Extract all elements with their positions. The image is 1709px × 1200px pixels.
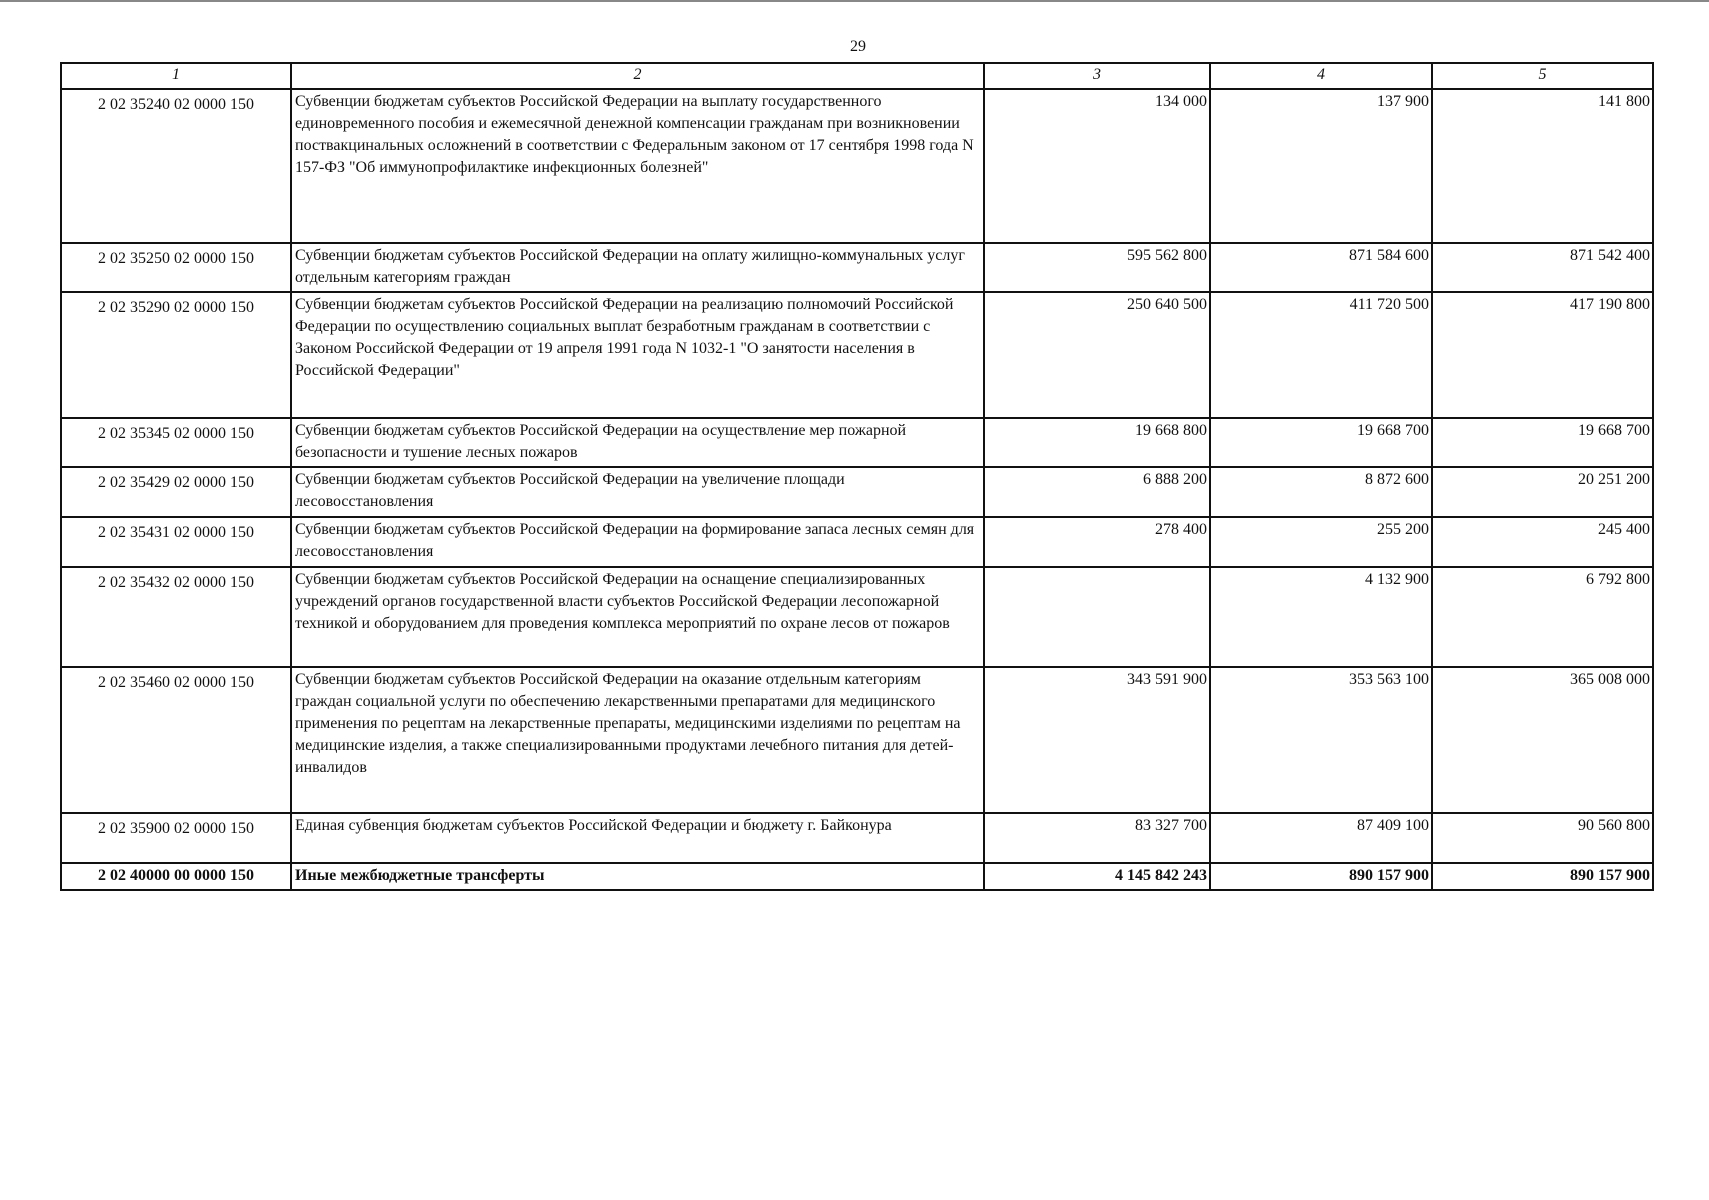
budget-code: 2 02 35460 02 0000 150: [61, 667, 291, 813]
table-row: [61, 243, 1653, 292]
amount-col-3: 134 000: [984, 89, 1210, 243]
budget-table: [60, 62, 1654, 891]
amount-col-3: [984, 567, 1210, 667]
header-col-1: 1: [61, 63, 291, 89]
budget-item-name: Субвенции бюджетам субъектов Российской Федерации на осуществление мер пожарной безопасности и тушение лесных пожаров: [291, 418, 984, 467]
header-col-4: 4: [1210, 63, 1432, 89]
amount-col-4: 137 900: [1210, 89, 1432, 243]
table-row: [61, 418, 1653, 467]
amount-col-5: 365 008 000: [1432, 667, 1653, 813]
amount-col-4: 87 409 100: [1210, 813, 1432, 863]
amount-col-3: 6 888 200: [984, 467, 1210, 517]
table-row: [61, 89, 1653, 243]
amount-col-5: 6 792 800: [1432, 567, 1653, 667]
amount-col-5: 20 251 200: [1432, 467, 1653, 517]
header-col-5: 5: [1432, 63, 1653, 89]
header-col-2: 2: [291, 63, 984, 89]
budget-code: 2 02 35240 02 0000 150: [61, 89, 291, 243]
amount-col-3: 250 640 500: [984, 292, 1210, 418]
amount-col-5: 245 400: [1432, 517, 1653, 567]
budget-item-name: Единая субвенция бюджетам субъектов Российской Федерации и бюджету г. Байконура: [291, 813, 984, 863]
amount-col-4: 411 720 500: [1210, 292, 1432, 418]
amount-col-5: 890 157 900: [1432, 863, 1653, 890]
amount-col-5: 871 542 400: [1432, 243, 1653, 292]
amount-col-4: 890 157 900: [1210, 863, 1432, 890]
budget-item-name: Субвенции бюджетам субъектов Российской Федерации на выплату государственного единовременного пособия и ежемесячной денежной компенсации гражданам при возникновении поствакцинальных осложнений в соответствии с Федеральным законом от 17 сентября 1998 года N 157-ФЗ "Об иммунопрофилактике инфекционных болезней": [291, 89, 984, 243]
budget-item-name: Субвенции бюджетам субъектов Российской Федерации на оплату жилищно-коммунальных услуг отдельным категориям граждан: [291, 243, 984, 292]
amount-col-3: 343 591 900: [984, 667, 1210, 813]
table-row: [61, 467, 1653, 517]
amount-col-3: 595 562 800: [984, 243, 1210, 292]
budget-item-name: Субвенции бюджетам субъектов Российской Федерации на оснащение специализированных учреждений органов государственной власти субъектов Российской Федерации лесопожарной техникой и оборудованием для проведения комплекса мероприятий по охране лесов от пожаров: [291, 567, 984, 667]
header-col-3: 3: [984, 63, 1210, 89]
header-row: [61, 63, 1653, 89]
amount-col-3: 83 327 700: [984, 813, 1210, 863]
table-row: [61, 667, 1653, 813]
table-row: [61, 517, 1653, 567]
amount-col-3: 278 400: [984, 517, 1210, 567]
amount-col-3: 19 668 800: [984, 418, 1210, 467]
budget-item-name: Субвенции бюджетам субъектов Российской Федерации на оказание отдельным категориям граждан социальной услуги по обеспечению лекарственными препаратами для медицинского применения по рецептам на лекарственные препараты, медицинскими изделиями по рецептам на медицинские изделия, а также специализированными продуктами лечебного питания для детей-инвалидов: [291, 667, 984, 813]
amount-col-5: 141 800: [1432, 89, 1653, 243]
amount-col-4: 4 132 900: [1210, 567, 1432, 667]
table-row-total: [61, 863, 1653, 890]
table-row: [61, 567, 1653, 667]
scan-top-edge: [0, 0, 1709, 2]
budget-code: 2 02 40000 00 0000 150: [61, 863, 291, 890]
amount-col-4: 8 872 600: [1210, 467, 1432, 517]
page-number: 29: [850, 38, 866, 55]
budget-item-name: Субвенции бюджетам субъектов Российской Федерации на формирование запаса лесных семян для лесовосстановления: [291, 517, 984, 567]
table-row: [61, 292, 1653, 418]
budget-code: 2 02 35431 02 0000 150: [61, 517, 291, 567]
amount-col-5: 90 560 800: [1432, 813, 1653, 863]
budget-code: 2 02 35250 02 0000 150: [61, 243, 291, 292]
budget-code: 2 02 35345 02 0000 150: [61, 418, 291, 467]
amount-col-4: 871 584 600: [1210, 243, 1432, 292]
budget-item-name: Субвенции бюджетам субъектов Российской Федерации на реализацию полномочий Российской Федерации по осуществлению социальных выплат безработным гражданам в соответствии с Законом Российской Федерации от 19 апреля 1991 года N 1032-1 "О занятости населения в Российской Федерации": [291, 292, 984, 418]
budget-code: 2 02 35290 02 0000 150: [61, 292, 291, 418]
budget-item-name: Субвенции бюджетам субъектов Российской Федерации на увеличение площади лесовосстановления: [291, 467, 984, 517]
table-row: [61, 813, 1653, 863]
amount-col-5: 19 668 700: [1432, 418, 1653, 467]
budget-item-name: Иные межбюджетные трансферты: [291, 863, 984, 890]
budget-code: 2 02 35429 02 0000 150: [61, 467, 291, 517]
budget-code: 2 02 35432 02 0000 150: [61, 567, 291, 667]
amount-col-5: 417 190 800: [1432, 292, 1653, 418]
amount-col-3: 4 145 842 243: [984, 863, 1210, 890]
amount-col-4: 353 563 100: [1210, 667, 1432, 813]
budget-code: 2 02 35900 02 0000 150: [61, 813, 291, 863]
amount-col-4: 255 200: [1210, 517, 1432, 567]
amount-col-4: 19 668 700: [1210, 418, 1432, 467]
